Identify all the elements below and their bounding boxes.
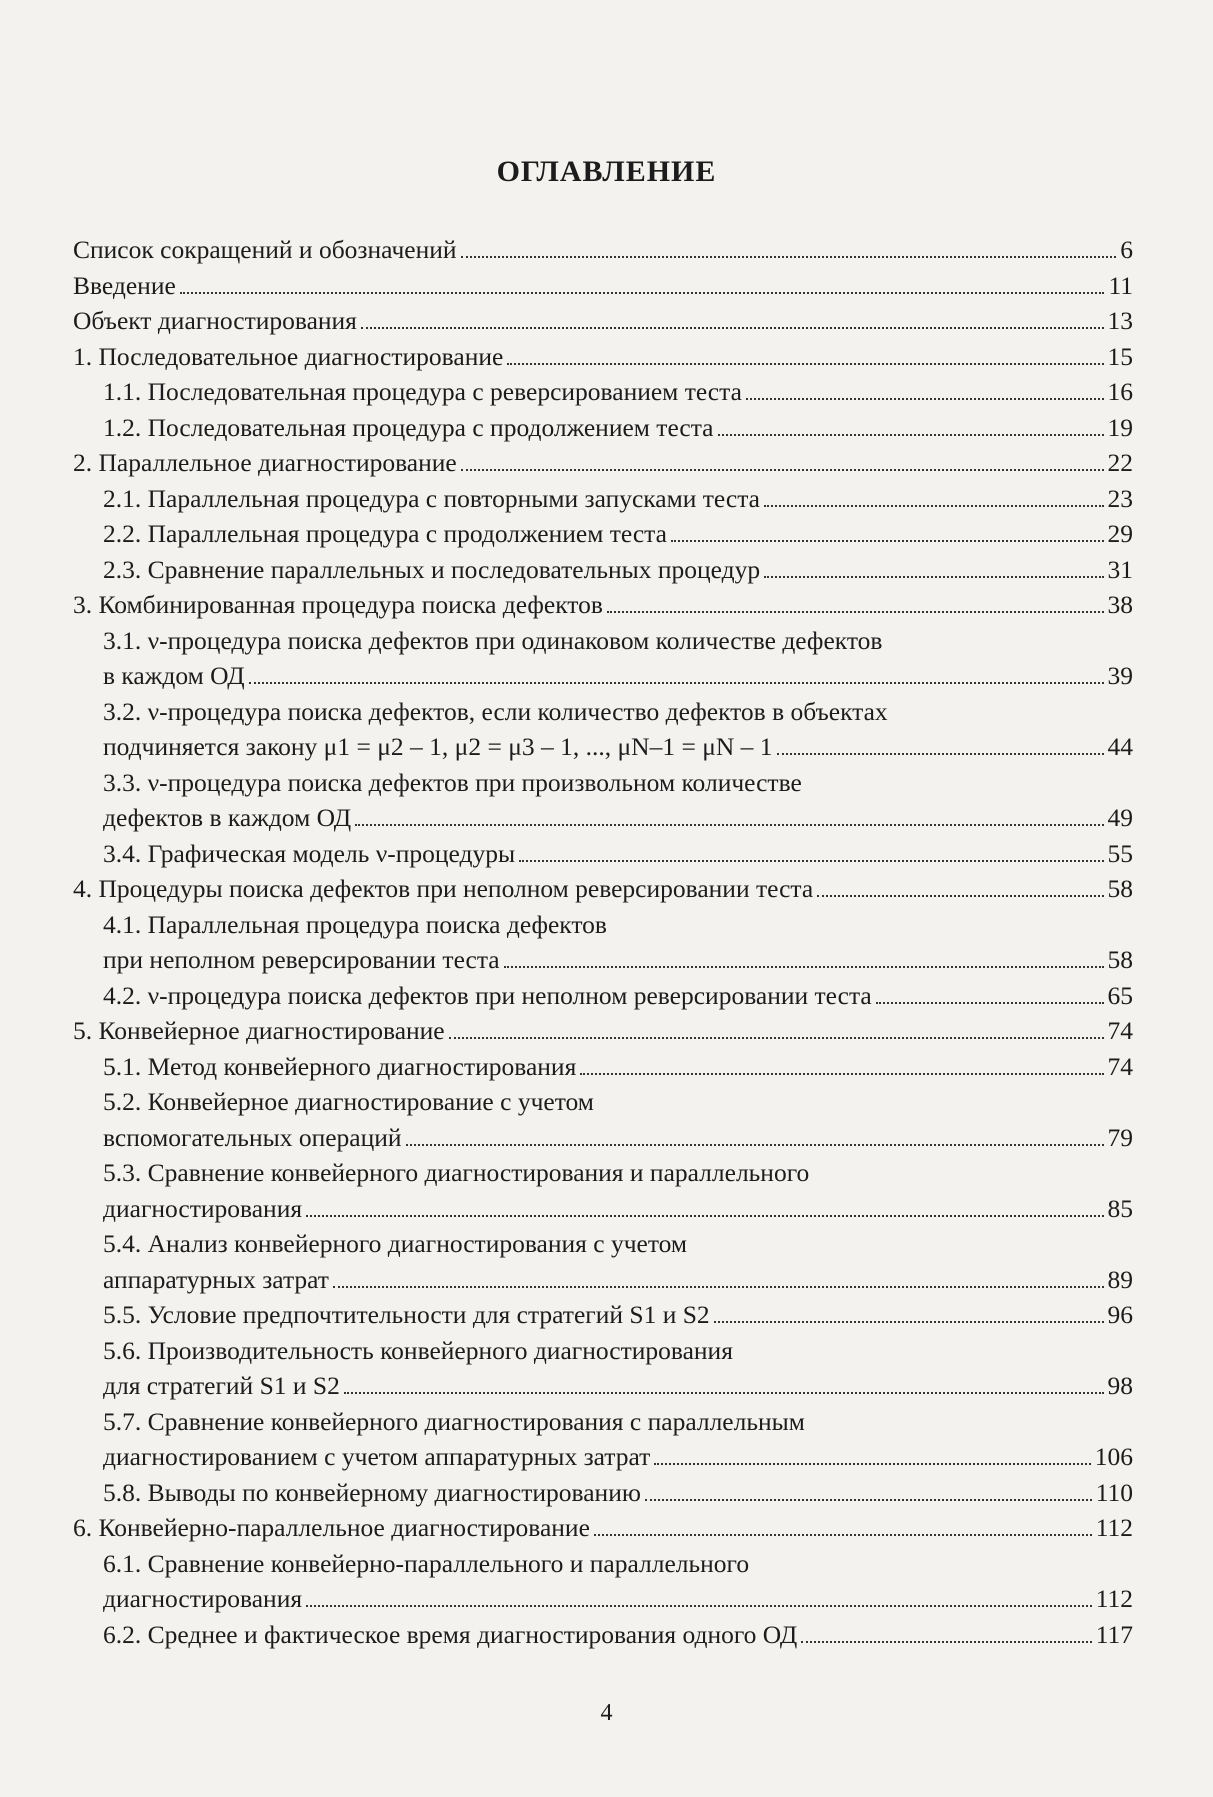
toc-entry-label: 5.1. Метод конвейерного диагностирования bbox=[103, 1051, 577, 1081]
toc-entry[interactable] bbox=[73, 1617, 1133, 1653]
toc-page-number: 96 bbox=[1107, 1300, 1133, 1329]
toc-title: ОГЛАВЛЕНИЕ bbox=[496, 155, 717, 188]
toc-entry[interactable] bbox=[73, 481, 1133, 517]
toc-entry[interactable] bbox=[73, 729, 1133, 765]
toc-entry-label: 4.2. ν-процедура поиска дефектов при неполном реверсировании теста bbox=[103, 980, 872, 1010]
toc-entry-label: Объект диагностирования bbox=[73, 306, 357, 335]
toc-entry[interactable] bbox=[73, 1262, 1133, 1298]
toc-entry-label: 2.1. Параллельная процедура с повторными запусками теста bbox=[103, 483, 760, 513]
toc-page-number: 11 bbox=[1108, 270, 1133, 300]
toc-page-number: 6 bbox=[1120, 235, 1133, 264]
toc-page-number: 85 bbox=[1107, 1193, 1133, 1223]
toc-page-number: 106 bbox=[1094, 1442, 1133, 1471]
toc-entry-first-line: 5.7. Сравнение конвейерного диагностирования с параллельным bbox=[103, 1406, 805, 1436]
page-number: 4 bbox=[600, 1700, 613, 1726]
dot-leader bbox=[718, 434, 1104, 436]
dot-leader bbox=[817, 895, 1103, 897]
dot-leader bbox=[249, 682, 1104, 684]
toc-entry[interactable] bbox=[73, 232, 1133, 268]
toc-page-number: 44 bbox=[1107, 732, 1133, 761]
dot-leader bbox=[777, 753, 1104, 755]
toc-entry-first-line: 3.3. ν-процедура поиска дефектов при произвольном количестве bbox=[103, 767, 802, 797]
dot-leader bbox=[504, 966, 1104, 968]
toc-page-number: 112 bbox=[1095, 1513, 1133, 1542]
toc-entry-label: 2. Параллельное диагностирование bbox=[73, 448, 457, 477]
toc-entry-label: аппаратурных затрат bbox=[103, 1264, 329, 1294]
toc-page-number: 29 bbox=[1107, 519, 1133, 548]
toc-entry-first-line: 3.2. ν-процедура поиска дефектов, если количество дефектов в объектах bbox=[103, 696, 888, 726]
dot-leader bbox=[645, 1499, 1092, 1501]
toc-entry-label: 6. Конвейерно-параллельное диагностирование bbox=[73, 1513, 590, 1542]
toc-page-number: 55 bbox=[1107, 838, 1133, 868]
toc-entry[interactable] bbox=[73, 658, 1133, 694]
toc-entry-label: 1.1. Последовательная процедура с реверсированием теста bbox=[103, 377, 742, 406]
table-of-contents bbox=[73, 232, 1133, 1652]
toc-entry-label: 5. Конвейерное диагностирование bbox=[73, 1016, 445, 1045]
toc-entry[interactable] bbox=[73, 1368, 1133, 1404]
toc-page-number: 89 bbox=[1107, 1264, 1133, 1294]
dot-leader bbox=[361, 327, 1104, 329]
toc-entry-label: 6.2. Среднее и фактическое время диагностирования одного ОД bbox=[103, 1619, 798, 1649]
toc-entry-label: Список сокращений и обозначений bbox=[73, 235, 457, 264]
toc-page-number: 117 bbox=[1095, 1619, 1133, 1649]
toc-entry[interactable] bbox=[73, 516, 1133, 552]
dot-leader bbox=[461, 469, 1104, 471]
toc-entry-first-line: 6.1. Сравнение конвейерно-параллельного и параллельного bbox=[103, 1548, 750, 1578]
toc-page-number: 98 bbox=[1107, 1371, 1133, 1400]
dot-leader bbox=[764, 505, 1104, 507]
toc-entry-label: 5.8. Выводы по конвейерному диагностированию bbox=[103, 1477, 641, 1507]
dot-leader bbox=[306, 1605, 1092, 1607]
toc-page-number: 79 bbox=[1107, 1122, 1133, 1152]
dot-leader bbox=[671, 540, 1104, 542]
dot-leader bbox=[519, 860, 1103, 862]
toc-entry-label: диагностированием с учетом аппаратурных затрат bbox=[103, 1442, 651, 1471]
toc-entry-label: дефектов в каждом ОД bbox=[103, 803, 352, 832]
toc-page-number: 74 bbox=[1107, 1051, 1133, 1081]
toc-entry-label: при неполном реверсировании теста bbox=[103, 945, 500, 974]
toc-entry-label: 1. Последовательное диагностирование bbox=[73, 341, 504, 371]
toc-page-number: 74 bbox=[1107, 1016, 1133, 1045]
dot-leader bbox=[714, 1321, 1104, 1323]
toc-entry[interactable] bbox=[73, 1510, 1133, 1546]
toc-page-number: 58 bbox=[1107, 945, 1133, 974]
dot-leader bbox=[607, 611, 1104, 613]
toc-page-number: 16 bbox=[1107, 377, 1133, 406]
toc-page-number: 19 bbox=[1107, 412, 1133, 442]
toc-entry[interactable] bbox=[73, 1439, 1133, 1475]
toc-entry-first-line: 5.6. Производительность конвейерного диагностирования bbox=[103, 1335, 733, 1365]
toc-entry-label: подчиняется закону μ1 = μ2 – 1, μ2 = μ3 – 1, ..., μN–1 = μN – 1 bbox=[103, 732, 773, 761]
toc-entry-label: 2.3. Сравнение параллельных и последовательных процедур bbox=[103, 554, 761, 584]
dot-leader bbox=[580, 1073, 1103, 1075]
toc-page-number: 49 bbox=[1107, 803, 1133, 832]
toc-entry[interactable] bbox=[73, 552, 1133, 588]
toc-page-number: 23 bbox=[1107, 483, 1133, 513]
toc-entry-label: 3. Комбинированная процедура поиска дефектов bbox=[73, 590, 603, 619]
dot-leader bbox=[764, 576, 1103, 578]
dot-leader bbox=[306, 1215, 1103, 1217]
toc-page-number: 110 bbox=[1095, 1477, 1133, 1507]
dot-leader bbox=[344, 1392, 1104, 1394]
dot-leader bbox=[406, 1144, 1104, 1146]
toc-page-number: 15 bbox=[1107, 341, 1133, 371]
toc-entry-label: 3.4. Графическая модель ν-процедуры bbox=[103, 838, 516, 868]
toc-entry[interactable] bbox=[73, 339, 1133, 375]
toc-entry[interactable] bbox=[73, 871, 1133, 907]
toc-entry-first-line: 5.2. Конвейерное диагностирование с учетом bbox=[103, 1087, 594, 1116]
dot-leader bbox=[449, 1037, 1104, 1039]
toc-entry-label: 4. Процедуры поиска дефектов при неполном реверсировании теста bbox=[73, 874, 814, 903]
toc-entry-label: 5.5. Условие предпочтительности для стратегий S1 и S2 bbox=[103, 1300, 710, 1329]
toc-entry-first-line: 3.1. ν-процедура поиска дефектов при одинаковом количестве дефектов bbox=[103, 625, 883, 655]
toc-page-number: 13 bbox=[1107, 306, 1133, 335]
toc-entry[interactable] bbox=[73, 800, 1133, 836]
toc-entry-first-line: 5.4. Анализ конвейерного диагностирования с учетом bbox=[103, 1229, 688, 1258]
toc-entry-label: Введение bbox=[73, 270, 176, 300]
toc-entry-label: диагностирования bbox=[103, 1193, 303, 1223]
toc-entry-label: 1.2. Последовательная процедура с продолжением теста bbox=[103, 412, 714, 442]
toc-page-number: 58 bbox=[1107, 874, 1133, 903]
toc-page-number: 65 bbox=[1107, 980, 1133, 1010]
toc-page-number: 112 bbox=[1095, 1584, 1133, 1613]
dot-leader bbox=[594, 1534, 1092, 1536]
toc-entry[interactable] bbox=[73, 1120, 1133, 1156]
toc-entry[interactable] bbox=[73, 836, 1133, 872]
toc-entry-first-line: 4.1. Параллельная процедура поиска дефектов bbox=[103, 909, 607, 939]
toc-entry[interactable] bbox=[73, 1475, 1133, 1511]
toc-entry[interactable] bbox=[73, 942, 1133, 978]
toc-page-number: 22 bbox=[1107, 448, 1133, 477]
toc-page-number: 38 bbox=[1107, 590, 1133, 619]
toc-entry[interactable] bbox=[73, 445, 1133, 481]
toc-entry[interactable] bbox=[73, 1297, 1133, 1333]
toc-entry-label: в каждом ОД bbox=[103, 661, 245, 690]
dot-leader bbox=[180, 292, 1105, 294]
toc-entry-label: для стратегий S1 и S2 bbox=[103, 1371, 340, 1400]
toc-entry[interactable] bbox=[73, 410, 1133, 446]
toc-entry-label: 2.2. Параллельная процедура с продолжением теста bbox=[103, 519, 667, 548]
toc-page-number: 39 bbox=[1107, 661, 1133, 690]
dot-leader bbox=[654, 1463, 1090, 1465]
toc-entry[interactable] bbox=[73, 587, 1133, 623]
toc-entry[interactable] bbox=[73, 1191, 1133, 1227]
toc-entry[interactable] bbox=[73, 978, 1133, 1014]
toc-entry[interactable] bbox=[73, 1581, 1133, 1617]
dot-leader bbox=[461, 256, 1117, 258]
dot-leader bbox=[333, 1286, 1104, 1288]
dot-leader bbox=[801, 1641, 1091, 1643]
dot-leader bbox=[355, 824, 1103, 826]
toc-entry[interactable] bbox=[73, 1013, 1133, 1049]
dot-leader bbox=[876, 1002, 1104, 1004]
toc-entry-label: вспомогательных операций bbox=[103, 1122, 402, 1152]
dot-leader bbox=[507, 363, 1103, 365]
toc-entry[interactable] bbox=[73, 374, 1133, 410]
toc-entry[interactable] bbox=[73, 1049, 1133, 1085]
toc-entry-first-line: 5.3. Сравнение конвейерного диагностирования и параллельного bbox=[103, 1158, 810, 1187]
toc-entry-label: диагностирования bbox=[103, 1584, 303, 1613]
toc-page-number: 31 bbox=[1107, 554, 1133, 584]
dot-leader bbox=[746, 398, 1104, 400]
toc-entry[interactable] bbox=[73, 303, 1133, 339]
toc-entry[interactable] bbox=[73, 268, 1133, 304]
